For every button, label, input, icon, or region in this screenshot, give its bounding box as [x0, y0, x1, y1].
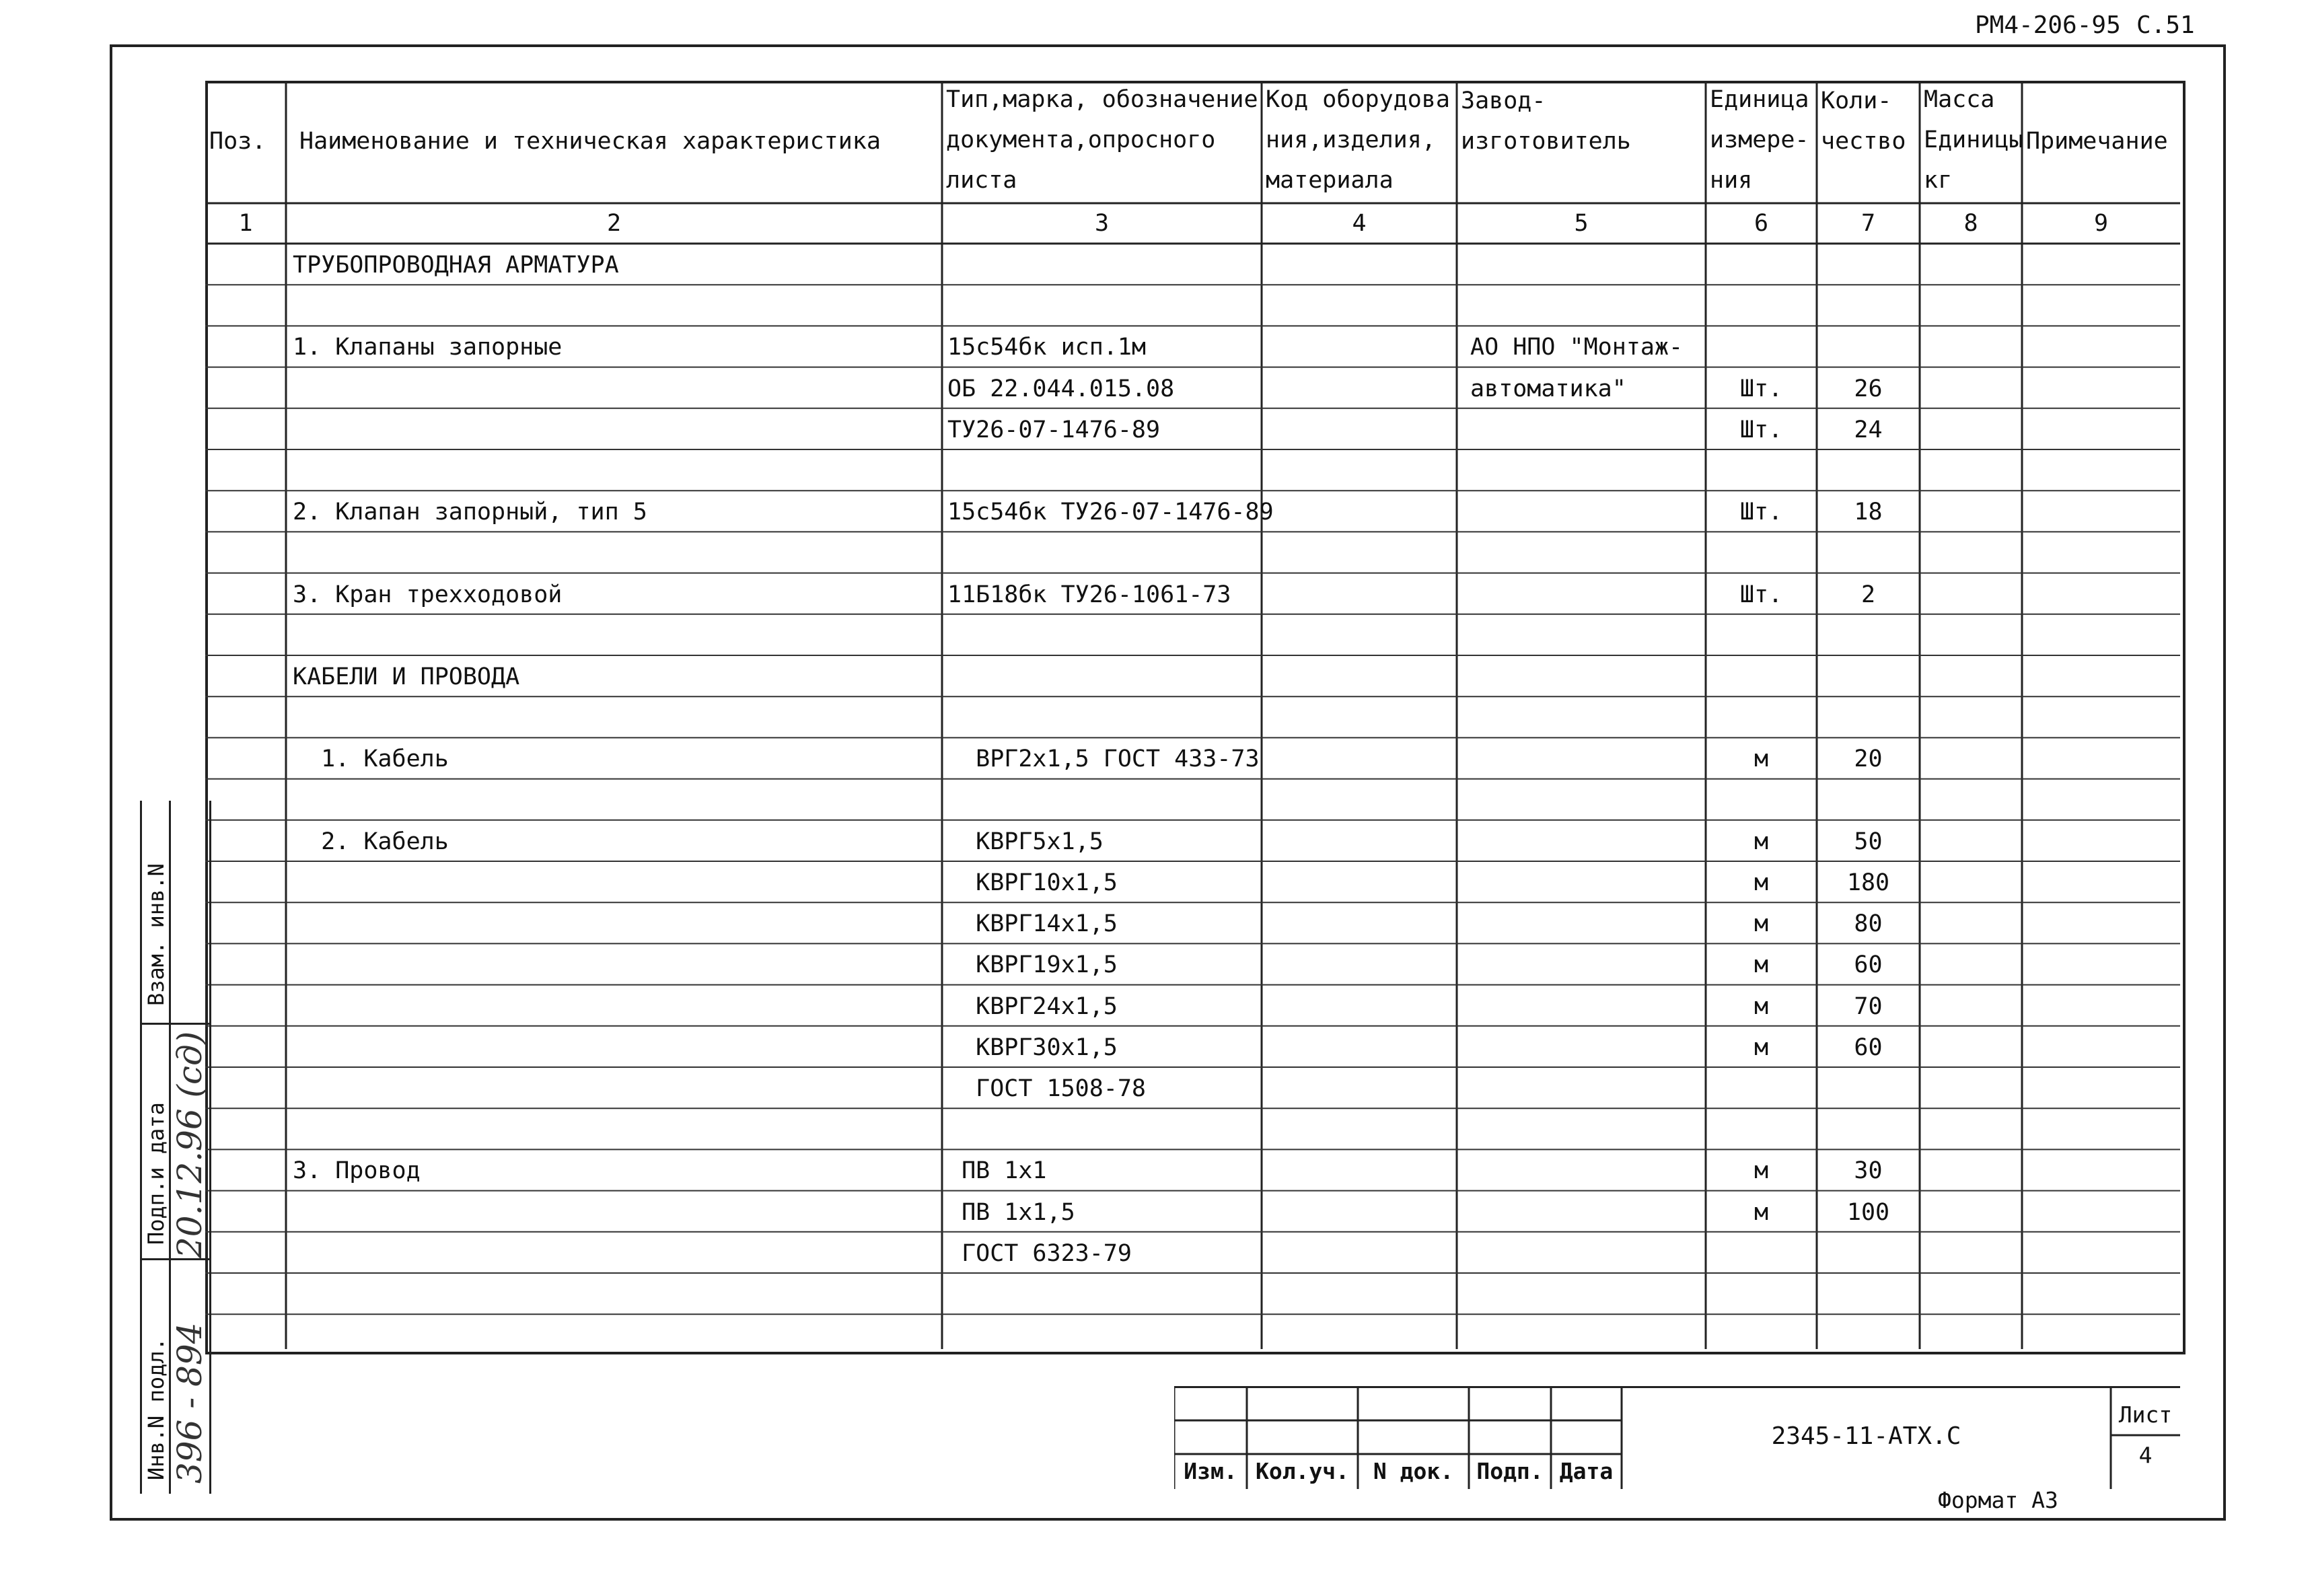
column-header-6: измере-: [1710, 126, 1809, 153]
row-qty: 50: [1854, 828, 1883, 855]
row-unit: м: [1754, 951, 1769, 979]
row-doc: 15с54бк исп.1м: [947, 334, 1147, 361]
row-name: КАБЕЛИ И ПРОВОДА: [293, 663, 520, 690]
row-qty: 60: [1854, 951, 1883, 979]
column-header-3: документа,опросного: [946, 126, 1216, 153]
row-name: 1. Клапаны запорные: [293, 334, 563, 361]
column-header-1: Поз.: [209, 128, 266, 155]
row-doc: 11Б18бк ТУ26-1061-73: [947, 581, 1231, 608]
column-number-5: 5: [1574, 210, 1589, 237]
row-unit: Шт.: [1739, 581, 1783, 608]
format-label: Формат А3: [1938, 1487, 2058, 1513]
column-number-3: 3: [1094, 210, 1110, 237]
row-doc: ТУ26-07-1476-89: [947, 416, 1161, 443]
row-doc: КВРГ14х1,5: [947, 910, 1118, 938]
row-qty: 70: [1854, 992, 1883, 1020]
side-label-inv: Инв.N подл.: [143, 1338, 169, 1480]
row-maker: автоматика": [1470, 375, 1626, 402]
side-label-podp: Подп.и дата: [143, 1102, 169, 1245]
row-doc: КВРГ19х1,5: [947, 951, 1118, 979]
row-name: 3. Кран трехходовой: [293, 581, 563, 608]
column-header-8: Единицы: [1924, 126, 2023, 153]
side-strip: [140, 801, 211, 1494]
column-number-8: 8: [1963, 210, 1978, 237]
stamp-label-3: Подп.: [1476, 1458, 1544, 1484]
row-name: ТРУБОПРОВОДНАЯ АРМАТУРА: [293, 252, 619, 279]
row-unit: Шт.: [1739, 375, 1783, 402]
row-maker: АО НПО "Монтаж-: [1470, 334, 1684, 361]
column-header-4: Код оборудова: [1266, 86, 1450, 113]
row-unit: м: [1754, 1157, 1769, 1185]
column-header-3: Тип,марка, обозначение: [946, 86, 1258, 113]
row-unit: м: [1754, 828, 1769, 855]
row-unit: м: [1754, 910, 1769, 938]
row-name: 1. Кабель: [293, 746, 449, 773]
row-name: 2. Кабель: [293, 828, 449, 855]
column-number-7: 7: [1861, 210, 1876, 237]
row-doc: ПВ 1х1,5: [947, 1198, 1075, 1226]
column-header-7: Коли-: [1821, 87, 1892, 114]
row-qty: 26: [1854, 375, 1883, 402]
row-qty: 30: [1854, 1157, 1883, 1185]
row-doc: КВРГ10х1,5: [947, 869, 1118, 896]
row-qty: 20: [1854, 746, 1883, 773]
row-qty: 60: [1854, 1033, 1883, 1061]
row-qty: 180: [1846, 869, 1890, 896]
row-unit: м: [1754, 1198, 1769, 1226]
column-header-6: ния: [1710, 167, 1753, 194]
row-unit: м: [1754, 746, 1769, 773]
stamp-label-0: Изм.: [1184, 1458, 1237, 1484]
title-block: [1174, 1386, 2180, 1489]
column-header-4: материала: [1266, 167, 1394, 194]
column-number-2: 2: [606, 210, 622, 237]
row-unit: Шт.: [1739, 416, 1783, 443]
row-doc: ГОСТ 6323-79: [947, 1239, 1132, 1267]
column-header-8: кг: [1924, 167, 1953, 194]
row-doc: КВРГ30х1,5: [947, 1033, 1118, 1061]
stamp-label-1: Кол.уч.: [1255, 1458, 1350, 1484]
handwritten-signature-date: 20.12.96 (сд): [170, 1031, 209, 1258]
column-header-6: Единица: [1710, 86, 1809, 113]
handwritten-inv-number: 396 - 894: [170, 1322, 209, 1484]
column-number-9: 9: [2093, 210, 2109, 237]
row-name: 3. Провод: [293, 1157, 421, 1185]
column-header-4: ния,изделия,: [1266, 126, 1436, 153]
row-qty: 24: [1854, 416, 1883, 443]
row-unit: м: [1754, 869, 1769, 896]
row-qty: 2: [1861, 581, 1876, 608]
row-doc: ГОСТ 1508-78: [947, 1075, 1147, 1102]
spec-table: [205, 81, 2180, 1352]
row-doc: ОБ 22.044.015.08: [947, 375, 1175, 402]
column-number-6: 6: [1754, 210, 1769, 237]
column-header-5: изготовитель: [1461, 128, 1631, 155]
column-header-5: Завод-: [1461, 87, 1546, 114]
row-qty: 100: [1846, 1198, 1890, 1226]
column-header-9: Примечание: [2026, 128, 2168, 155]
sheet-number: 4: [2138, 1442, 2153, 1468]
page-code: РМ4-206-95: [1975, 11, 2121, 39]
page-number: С.51: [2136, 11, 2195, 39]
row-doc: ВРГ2х1,5 ГОСТ 433-73: [947, 746, 1260, 773]
column-number-4: 4: [1352, 210, 1367, 237]
column-header-2: Наименование и техническая характеристика: [299, 128, 881, 155]
side-label-vzam: Взам. инв.N: [143, 863, 169, 1006]
row-doc: 15с54бк ТУ26-07-1476-89: [947, 499, 1274, 526]
row-qty: 80: [1854, 910, 1883, 938]
row-name: 2. Клапан запорный, тип 5: [293, 499, 647, 526]
column-header-7: чество: [1821, 128, 1906, 155]
row-doc: КВРГ5х1,5: [947, 828, 1104, 855]
row-doc: КВРГ24х1,5: [947, 992, 1118, 1020]
column-header-3: листа: [946, 167, 1017, 194]
sheet-label: Лист: [2118, 1402, 2173, 1428]
column-number-1: 1: [238, 210, 253, 237]
row-unit: м: [1754, 992, 1769, 1020]
row-unit: Шт.: [1739, 499, 1783, 526]
document-designation: 2345-11-АТХ.С: [1771, 1422, 1961, 1450]
stamp-label-2: N док.: [1373, 1458, 1454, 1484]
row-doc: ПВ 1х1: [947, 1157, 1047, 1185]
stamp-label-4: Дата: [1559, 1458, 1614, 1484]
column-header-8: Масса: [1924, 86, 1995, 113]
row-qty: 18: [1854, 499, 1883, 526]
row-unit: м: [1754, 1033, 1769, 1061]
